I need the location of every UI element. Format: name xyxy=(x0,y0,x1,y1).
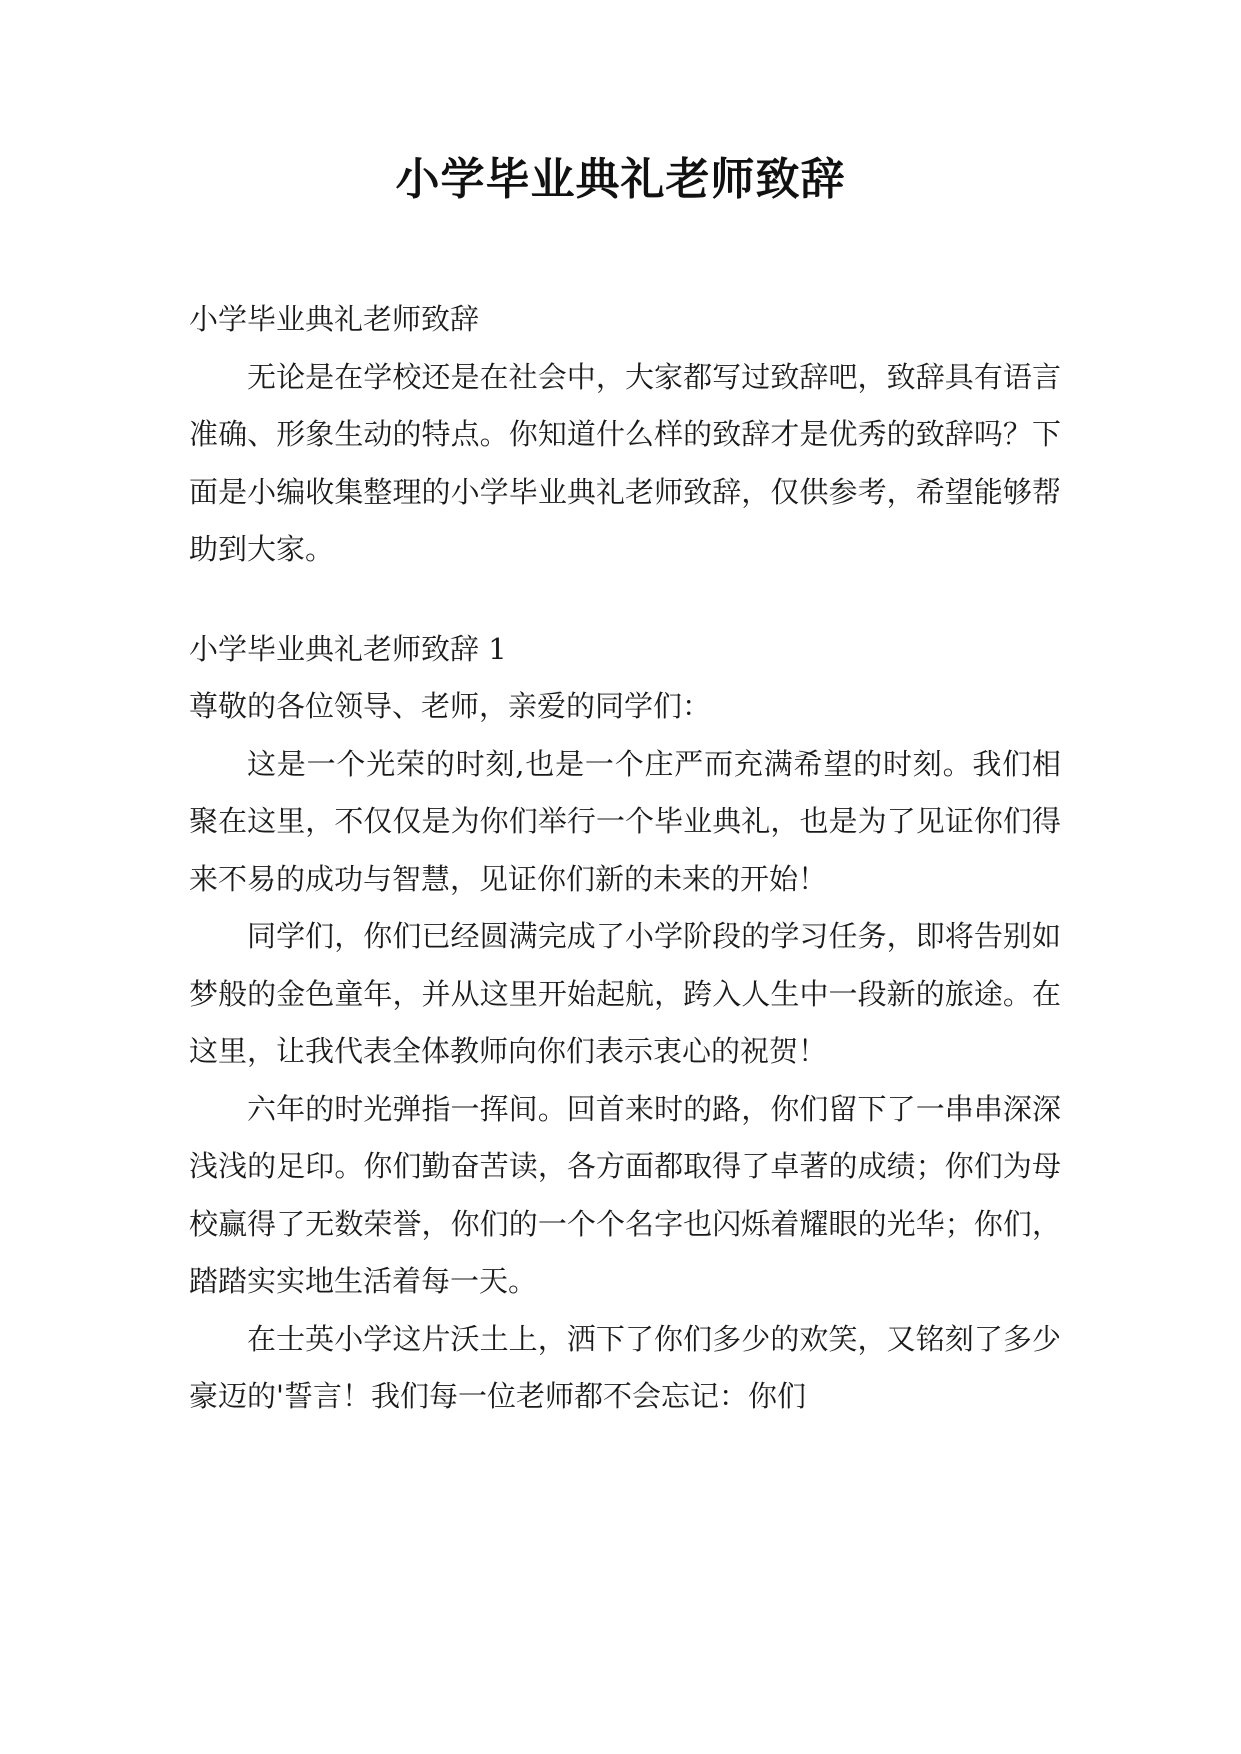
section-heading: 小学毕业典礼老师致辞 1 xyxy=(189,631,507,666)
body-paragraph-4: 在士英小学这片沃土上，洒下了你们多少的欢笑，又铭刻了多少豪迈的'誓言！我们每一位老师都不会忘记：你们 xyxy=(189,1321,1061,1413)
intro-paragraph: 无论是在学校还是在社会中，大家都写过致辞吧，致辞具有语言准确、形象生动的特点。你知道什么样的致辞才是优秀的致辞吗？下面是小编收集整理的小学毕业典礼老师致辞，仅供参考，希望能够帮助到大家。 xyxy=(189,359,1061,566)
body-paragraph-1: 这是一个光荣的时刻,也是一个庄严而充满希望的时刻。我们相聚在这里，不仅仅是为你们举行一个毕业典礼，也是为了见证你们得来不易的成功与智慧，见证你们新的未来的开始！ xyxy=(189,746,1061,896)
document-subtitle: 小学毕业典礼老师致辞 xyxy=(189,302,480,336)
document-title: 小学毕业典礼老师致辞 xyxy=(395,154,846,205)
body-paragraph-2: 同学们，你们已经圆满完成了小学阶段的学习任务，即将告别如梦般的金色童年，并从这里开始起航，跨入人生中一段新的旅途。在这里，让我代表全体教师向你们表示衷心的祝贺！ xyxy=(189,919,1061,1068)
salutation: 尊敬的各位领导、老师，亲爱的同学们： xyxy=(189,689,712,723)
document-body xyxy=(189,291,1061,1426)
body-paragraph-3: 六年的时光弹指一挥间。回首来时的路，你们留下了一串串深深浅浅的足印。你们勤奋苦读，各方面都取得了卓著的成绩；你们为母校赢得了无数荣誉，你们的一个个名字也闪烁着耀眼的光华；你们，踏踏实实地生活着每一天。 xyxy=(189,1091,1061,1298)
section-gap xyxy=(189,579,1061,621)
